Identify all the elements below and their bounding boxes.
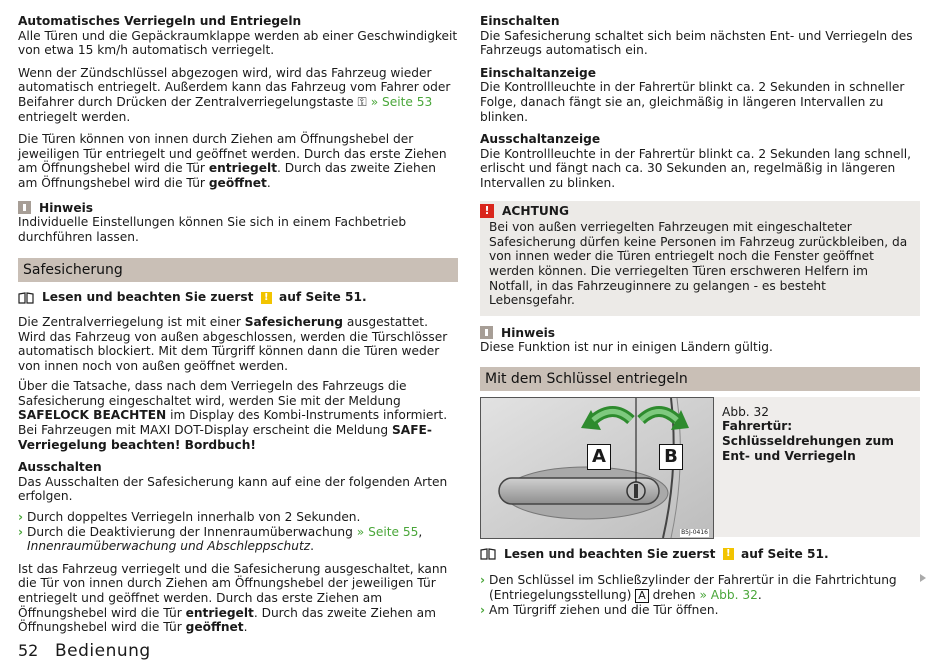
section-title-safesicherung: Safesicherung	[18, 258, 458, 282]
bullet-marker: ›	[480, 573, 486, 588]
note-text: Individuelle Einstellungen können Sie sich in einem Fachbetrieb durchführen lassen.	[18, 215, 407, 244]
page-link-53[interactable]: » Seite 53	[370, 94, 433, 109]
einschaltanzeige-heading: Einschaltanzeige	[480, 65, 596, 80]
safe-paragraph-2: Über die Tatsache, dass nach dem Verriegeln des Fahrzeugs die Safesicherung eingeschaltet wird, werden Sie mit der Meldung SAFELOCK BEACHTEN im Display des Kombi-Instruments informiert. Bei Fahrzeugen mit MAXI DOT-Display erscheint die Meldung SAFE-Verriegelung beachten! Bordbuch!	[18, 379, 448, 452]
figure-title: Fahrertür: Schlüsseldrehungen zum Ent- und Verriegeln	[722, 419, 894, 463]
note-text: Diese Funktion ist nur in einigen Ländern gültig.	[480, 340, 773, 355]
ausschalten-heading: Ausschalten	[18, 460, 102, 475]
book-icon	[480, 548, 496, 560]
warning-icon: !	[261, 292, 272, 304]
list-item: › Durch doppeltes Verriegeln innerhalb von 2 Sekunden.	[18, 510, 361, 525]
figure-code: B5J-0416	[681, 528, 708, 536]
position-label-a: A	[635, 589, 649, 603]
read-first-note: Lesen und beachten Sie zuerst ! auf Seite 51.	[18, 290, 458, 305]
einschaltanzeige-text: Die Kontrollleuchte in der Fahrertür blinkt ca. 2 Sekunden in schneller Folge, danach fängt sie an, gleichmäßig in längeren Intervallen zu blinken.	[480, 80, 905, 124]
last-paragraph: Ist das Fahrzeug verriegelt und die Safesicherung ausgeschaltet, kann die Tür von innen durch Ziehen am Öffnungshebel der jeweiligen Tür entriegelt und geöffnet werden. Durch das erste Ziehen am Öffnungshebel wird die Tür entriegelt. Durch das zweite Ziehen am Öffnungshebel wird die Tür geöffnet.	[18, 561, 448, 635]
einschalten-text: Die Safesicherung schaltet sich beim nächsten Ent- und Verriegeln des Fahrzeugs automatisch ein.	[480, 28, 913, 58]
note-hinweis-1: Hinweis Individuelle Einstellungen können Sie sich in einem Fachbetrieb durchführen lassen.	[18, 201, 458, 245]
einschalten-heading: Einschalten	[480, 14, 560, 28]
bullet-marker: ›	[480, 603, 486, 618]
auto-lock-text: Alle Türen und die Gepäckraumklappe werden ab einer Geschwindigkeit von etwa 15 km/h automatisch verriegelt.	[18, 28, 458, 58]
read-first-note: Lesen und beachten Sie zuerst ! auf Seite 51.	[480, 547, 920, 562]
right-column	[480, 14, 920, 618]
doors-paragraph: Die Türen können von innen durch Ziehen am Öffnungshebel der jeweiligen Tür entriegelt und geöffnet werden. Durch das erste Ziehen am Öffnungshebel wird die Tür entriegelt. Durch das zweite Ziehen am Öffnungshebel wird die Tür geöffnet.	[18, 132, 447, 190]
bullet-marker: ›	[18, 510, 24, 525]
book-icon	[18, 292, 34, 304]
figure-number: Abb. 32	[722, 404, 770, 419]
safe-paragraph-1: Die Zentralverriegelung ist mit einer Safesicherung ausgestattet. Wird das Fahrzeug von außen abgeschlossen, werden die Türschlösser automatisch blockiert. Mit dem Türgriff können dann die Türen weder von innen noch von außen geöffnet werden.	[18, 314, 448, 373]
figure-link-32[interactable]: » Abb. 32	[699, 588, 758, 603]
key-paragraph: Wenn der Zündschlüssel abgezogen wird, wird das Fahrzeug wieder automatisch entriegelt. Außerdem kann das Fahrzeug vom Fahrer oder Beifahrer durch Drücken der Zentralverriegelungstaste ⚿ » Seite 53 entriegelt werden.	[18, 65, 451, 124]
list-item: › Am Türgriff ziehen und die Tür öffnen.	[480, 603, 719, 618]
warning-box: ! ACHTUNG Bei von außen verriegelten Fahrzeugen mit eingeschalteter Safesicherung dürfen keine Personen im Fahrzeug zurückbleiben, da von innen weder die Türen entriegelt noch die Fenster geöffnet werden können. Die verriegelten Türen erschweren Helfern im Notfall, in das Fahrzeuginnere zu gelangen - es besteht Lebensgefahr.	[480, 201, 920, 316]
door-handle-illustration	[480, 397, 714, 539]
list-item: › Durch die Deaktivierung der Innenraumüberwachung » Seite 55, Innenraumüberwachung und Abschleppschutz.	[18, 524, 423, 554]
page-link-55[interactable]: » Seite 55	[356, 524, 419, 539]
warning-icon: !	[480, 204, 494, 218]
continue-arrow-icon	[920, 574, 926, 582]
chapter-title: Bedienung	[55, 641, 151, 661]
info-icon	[480, 326, 493, 339]
warning-text: Bei von außen verriegelten Fahrzeugen mit eingeschalteter Safesicherung dürfen keine Personen im Fahrzeug zurückbleiben, da von innen weder die Türen entriegelt noch die Fenster geöffnet werden können. Die verriegelten Türen erschweren Helfern im Notfall, in das Fahrzeuginnere zu gelangen - es besteht Lebensgefahr.	[489, 220, 908, 308]
section-title-key-unlock: Mit dem Schlüssel entriegeln	[480, 367, 920, 391]
page-number: 52	[18, 641, 39, 660]
key-icon: ⚿	[357, 94, 367, 109]
bullet-marker: ›	[18, 524, 24, 539]
info-icon	[18, 201, 31, 214]
label-b: B	[659, 444, 683, 470]
warning-icon: !	[723, 548, 734, 560]
figure-caption	[714, 397, 920, 537]
ausschalten-text: Das Ausschalten der Safesicherung kann auf eine der folgenden Arten erfolgen.	[18, 474, 448, 504]
label-a: A	[587, 444, 611, 470]
note-hinweis-2: Hinweis Diese Funktion ist nur in einigen Ländern gültig.	[480, 326, 920, 355]
ausschaltanzeige-heading: Ausschaltanzeige	[480, 132, 601, 147]
left-column	[18, 14, 458, 635]
auto-lock-heading: Automatisches Verriegeln und Entriegeln	[18, 14, 302, 28]
list-item: › Den Schlüssel im Schließzylinder der Fahrertür in die Fahrtrichtung (Entriegelungsstellung) A drehen » Abb. 32.	[480, 573, 897, 603]
ausschaltanzeige-text: Die Kontrollleuchte in der Fahrertür blinkt ca. 2 Sekunden lang schnell, erlischt und fängt nach ca. 30 Sekunden an, regelmäßig in längeren Intervallen zu blinken.	[480, 146, 911, 190]
figure-32	[480, 397, 920, 539]
